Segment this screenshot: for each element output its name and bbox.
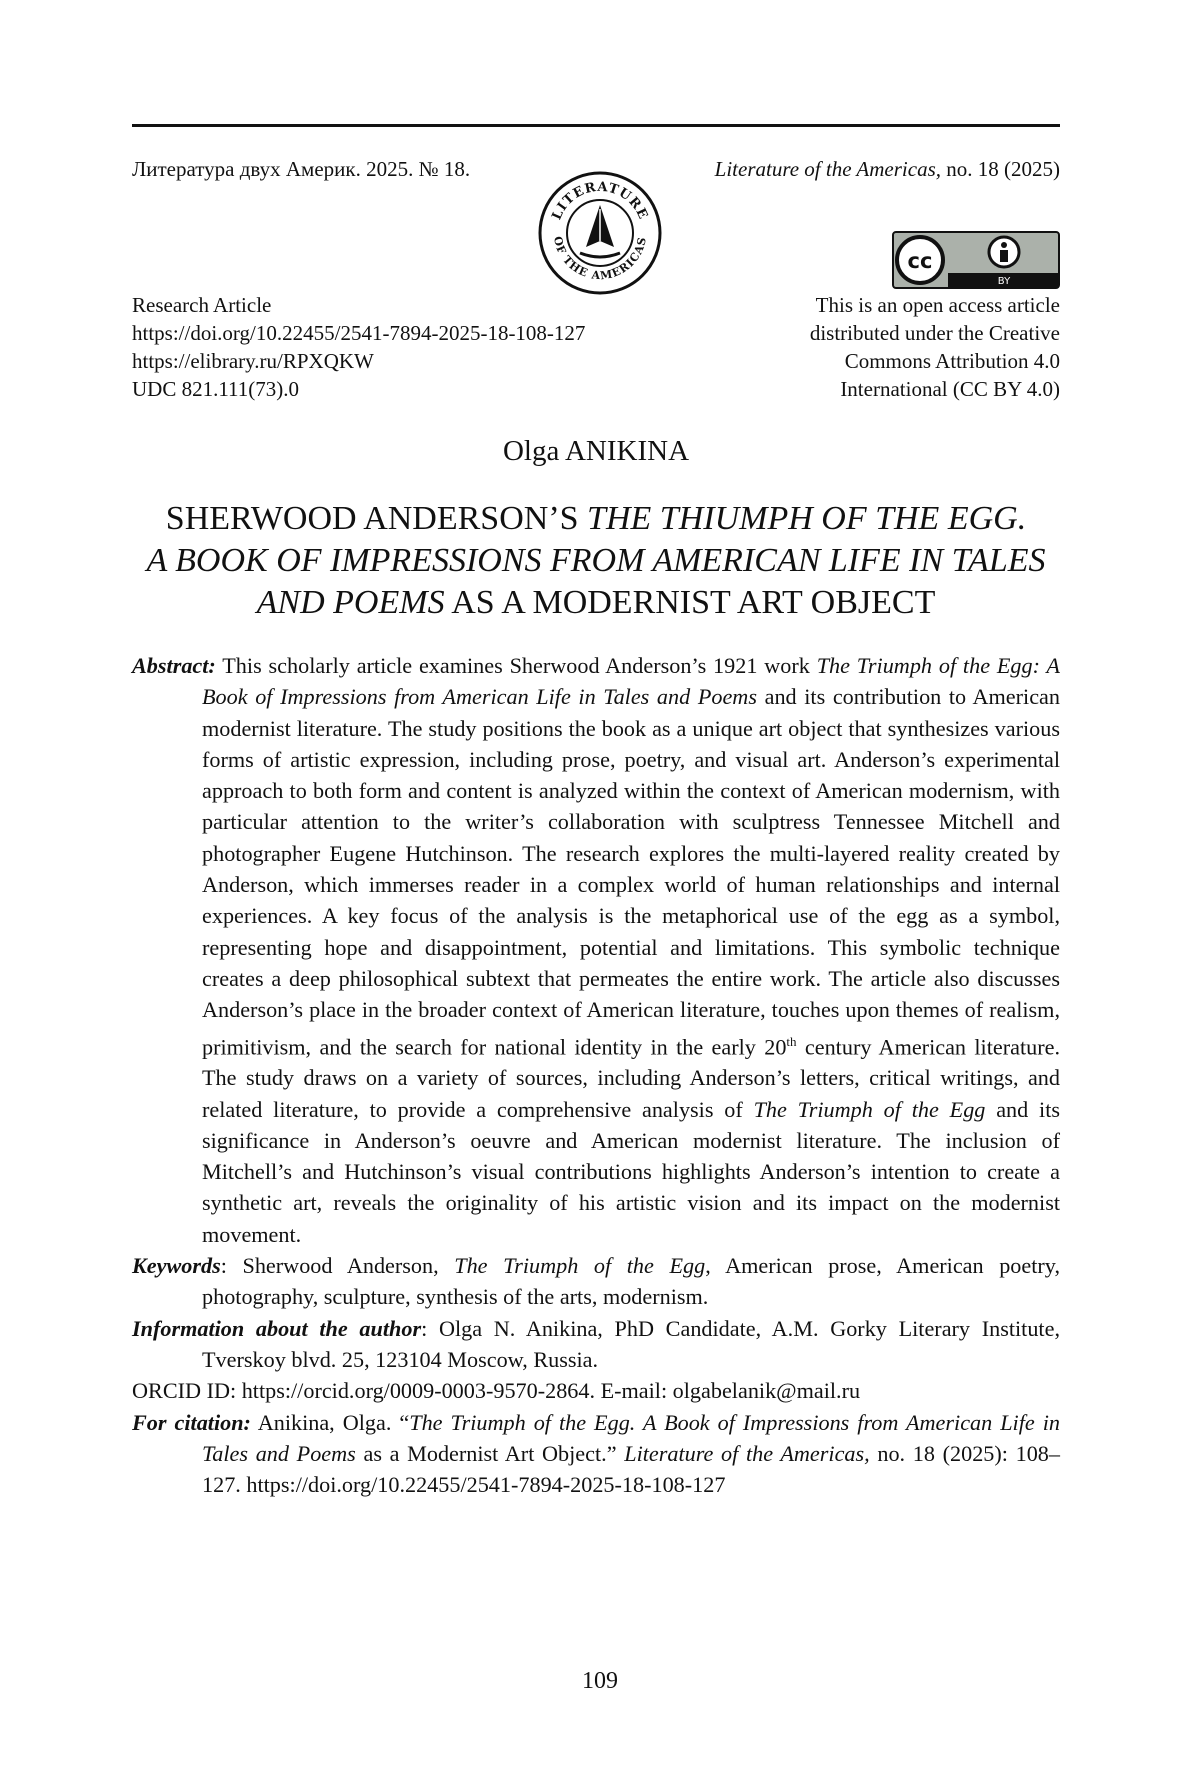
- article-page: [132, 124, 1060, 1500]
- front-matter: [132, 650, 1060, 1500]
- abstract-label: Abstract:: [132, 653, 216, 678]
- top-rule: [132, 124, 1060, 127]
- page-number: 109: [582, 1668, 618, 1694]
- citation-label: For citation:: [132, 1409, 251, 1435]
- journal-name-en: Literature of the Americas, no. 18 (2025): [714, 157, 1060, 181]
- article-title: SHERWOOD ANDERSON’S THE THIUMPH OF THE EGG. A BOOK OF IMPRESSIONS FROM AMERICAN LIFE IN TALES AND POEMS AS A MODERNIST ART OBJECT: [146, 500, 1046, 621]
- svg-text:cc: cc: [907, 249, 933, 273]
- journal-name-ru: Литература двух Америк. 2025. № 18.: [132, 157, 471, 181]
- journal-header: [132, 155, 1060, 427]
- license-notice: This is an open access article distributed under the Creative Commons Attribution 4.0 International (CC BY 4.0): [809, 293, 1060, 401]
- author-name: Olga ANIKINA: [502, 435, 690, 467]
- author-info-label: Information about the author: [132, 1315, 422, 1341]
- svg-text:LITERATURE: LITERATURE: [549, 179, 651, 223]
- cc-by-license-icon: [892, 231, 1060, 289]
- svg-text:OF THE AMERICAS: OF THE AMERICAS: [550, 235, 649, 283]
- abstract: Abstract: This scholarly article examines Sherwood Anderson’s 1921 work The Triumph of the Egg: A Book of Impressions from American Life in Tales and Poems and its contribution to American modernist literature. The study positions the book as a unique art object that synthesizes various forms of artistic expression, including prose, poetry, and visual art. Anderson’s experimental approach to both form and content is analyzed within the context of American modernism, with particular attention to the writer’s collaboration with sculptress Tennessee Mitchell and photographer Eugene Hutchinson. The research explores the multi-layered reality created by Anderson, which immerses reader in a complex world of human relationships and internal experiences. A key focus of the analysis is the metaphorical use of the egg as a symbol, representing hope and disappointment, potential and limitations. This symbolic technique creates a deep philosophical subtext that permeates the entire work. The article also discusses Anderson’s place in the broader context of American literature, touches upon themes of realism, primitivism, and the search for national identity in the early 20th century American literature. The study draws on a variety of sources, including Anderson’s letters, critical writings, and related literature, to provide a comprehensive analysis of The Triumph of the Egg and its significance in Anderson’s oeuvre and American modernist literature. The inclusion of Mitchell’s and Hutchinson’s visual contributions highlights Anderson’s intention to create a synthetic art, reveals the originality of his artistic vision and its impact on the modernist movement.: [132, 653, 1061, 1247]
- doi-link[interactable]: https://doi.org/10.22455/2541-7894-2025-18-108-127: [132, 321, 586, 345]
- article-type: Research Article: [132, 293, 272, 317]
- journal-logo-icon: [536, 169, 664, 297]
- udc-code: UDC 821.111(73).0: [132, 377, 300, 401]
- orcid-email[interactable]: ORCID ID: https://orcid.org/0009-0003-9570-2864. E-mail: olgabelanik@mail.ru: [132, 1378, 861, 1404]
- svg-text:BY: BY: [997, 276, 1011, 287]
- citation: For citation: Anikina, Olga. “The Triumph of the Egg. A Book of Impressions from American Life in Tales and Poems as a Modernist Art Object.” Literature of the Americas, no. 18 (2025): 108–127. https://doi.org/10.22455/2541-7894-2025-18-108-127: [132, 1409, 1060, 1498]
- keywords: Keywords: Sherwood Anderson, The Triumph of the Egg, American prose, American poetry, photography, sculpture, synthesis of the arts, modernism.: [132, 1253, 1061, 1310]
- author-information: Information about the author: Olga N. Anikina, PhD Candidate, A.M. Gorky Literary Institute, Tverskoy blvd. 25, 123104 Moscow, Russia. ORCID ID: https://orcid.org/0009-0003-9570-2864. E-mail: olgabelanik@mail.ru: [132, 1313, 1060, 1407]
- keywords-label: Keywords: [132, 1253, 221, 1279]
- elibrary-link[interactable]: https://elibrary.ru/RPXQKW: [132, 349, 374, 373]
- article-meta-left: [132, 291, 585, 403]
